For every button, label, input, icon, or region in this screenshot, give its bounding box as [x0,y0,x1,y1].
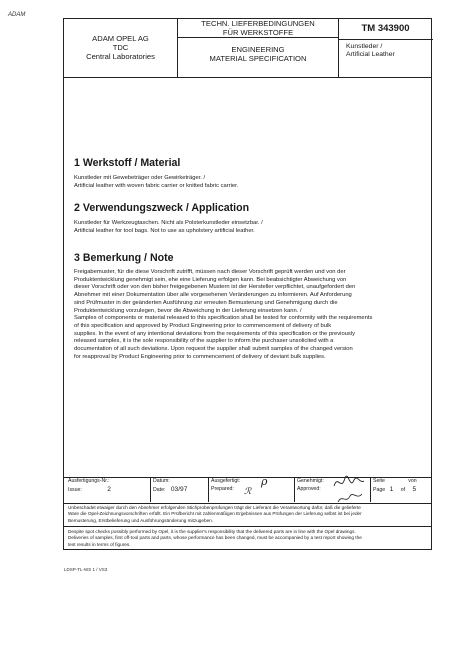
of-label-de: von [408,478,417,484]
title-divider [178,37,338,38]
approved-signature [332,472,366,506]
title-de-line2: FÜR WERKSTOFFE [222,27,294,37]
note-line: Unbeschadet etwaiger durch den Abnehmer erfolgenden Stichprobenprüfungen trägt der Lieferant die Verantwortung dafür, daß die gelieferte [68,505,361,510]
of-label-en: of [400,486,406,493]
section-3-line: released samples, it is the sole responsibility of the supplier to inform the purchaser unsolicited with a [74,338,334,345]
footer-middle-rule [64,503,431,504]
page-cell [373,478,429,502]
spec-number: TM 343900 [338,19,433,40]
section-3-line: documentation of all such deviations. Upon request the supplier shall submit samples of the changed version [74,346,353,353]
spec-subtitle-de: Kunstleder / [346,43,383,50]
margin-scribble: ADAM [8,12,26,18]
date-label-de: Datum: [153,478,170,484]
section-1-text [74,175,420,190]
note-line: Deliveries of samples, first off-tool parts and parts, whose performance has been changed, must be accompanied by a test report showing the [68,535,362,541]
page-total: 5 [412,485,417,493]
date-label-en: Date: [153,486,166,493]
section-2-line: Kunstleder für Werkzeugtaschen. Nicht als Polsterkunstleder einsetzbar. / [74,220,263,226]
title-en-line1: ENGINEERING [231,45,285,54]
note-line: Despite spot checks possibly performed by Opel, it is the supplier's responsibility that the delivered parts are in line with the Opel drawings. [68,529,356,534]
footer-divider [370,478,371,502]
prepared-label-en: Prepared: [211,485,234,492]
prepared-signature-mark: ρ [261,475,268,488]
liability-note-de [68,505,428,524]
spec-subtitle-en: Artificial Leather [346,51,395,58]
section-3-line: Freigabemuster, für die diese Vorschrift zutrifft, müssen nach dieser Vorschrift geprüft werden und von der [74,269,346,275]
page-label-de: Seite [373,478,385,484]
page-value: 1 [389,485,394,493]
note-line: Ware die Opel-Zeichnungsvorschriften erfüllt. Ein Prüfbericht mit zahlenmäßigen Ergebnissen aus Prüfungen der Lieferung selbst ist bei jeder [68,511,362,517]
section-2-title: 2 Verwendungszweck / Application [74,202,250,214]
company-name: ADAM OPEL AG [92,34,149,43]
title-block [178,19,339,77]
spec-number-block [338,19,433,77]
issue-label-de: Ausfertigungs-Nr.: [68,478,110,484]
prepared-label-de: Ausgefertigt: [211,478,241,484]
approved-label-en: Approved: [297,485,321,492]
date-cell [153,478,205,502]
section-1-line: Artificial leather with woven fabric carrier or knitted fabric carrier. [74,182,239,189]
footer-divider [208,478,209,502]
section-3-text [74,269,420,361]
issue-label-en: Issue: [68,486,82,493]
note-line: Bemusterung, Erstbelieferung und Ausführungsänderung mitzugeben. [68,517,214,523]
section-3-line: Abnehmer mit einer Dokumentation über alle vorgesehenen Veränderungen zu informieren. Auf Anforderung [74,292,352,299]
header-block [64,19,431,78]
note-line: test results in terms of figures. [68,541,131,547]
section-3-line: Samples of components or material released to this specification shall be tested for conformity with the requirements [74,315,373,322]
company-division: TDC [112,43,129,52]
title-en-line2: MATERIAL SPECIFICATION [209,53,307,63]
section-3-line: Produktentwicklung vorzulegen, bevor die Abweichung in der Lieferung einsetzen kann. / [74,307,302,314]
section-1-title: 1 Werkstoff / Material [74,157,181,169]
prepared-signature: ℛ [244,487,252,497]
footer-divider [150,478,151,502]
liability-note-en [68,529,428,548]
approved-label-de: Genehmigt: [297,478,324,484]
issue-cell [68,478,148,502]
date-value: 03/97 [170,485,188,493]
section-2-text [74,220,420,235]
section-3-line: for reapproval by Product Engineering prior to commencement of delivery of deviant bulk supplies. [74,353,326,360]
footer-divider [294,478,295,502]
title-de-line1: TECHN. LIEFERBEDINGUNGEN [201,19,315,28]
footer-note-rule [64,526,431,527]
specification-sheet [63,18,432,550]
company-department: Central Laboratories [86,52,155,61]
section-2-line: Artificial leather for tool bags. Not to use as upholstery artificial leather. [74,227,255,234]
issue-value: 2 [107,485,111,493]
company-block [64,19,178,77]
section-3-line: sind Prüfmuster in der geänderten Ausführung zur erneuten Bemusterung und Genehmigung durch die [74,299,338,306]
page-label-en: Page [373,486,386,493]
section-3-line: dieser Vorschrift oder von den bisher freigegebenen Mustern ist der Hersteller verpflichtet, unaufgefordert den [74,284,356,291]
section-1-line: Kunstleder mit Gewebeträger oder Gewirketräger. / [74,175,206,181]
section-3-line: Produktentwicklung genehmigt sein, ehe eine Lieferung erfolgen kann. Bei beabsichtigter Abweichung von [74,276,347,283]
document-code: LDSP-TL-WS 1 / VS3 [64,567,108,572]
section-3-line: supplies. In the event of any intentional deviations from the requirements of this specification or the previously [74,330,355,337]
section-3-title: 3 Bemerkung / Note [74,252,174,264]
section-3-line: of this specification and approved by Product Engineering prior to commencement of delivery of bulk [74,322,332,329]
